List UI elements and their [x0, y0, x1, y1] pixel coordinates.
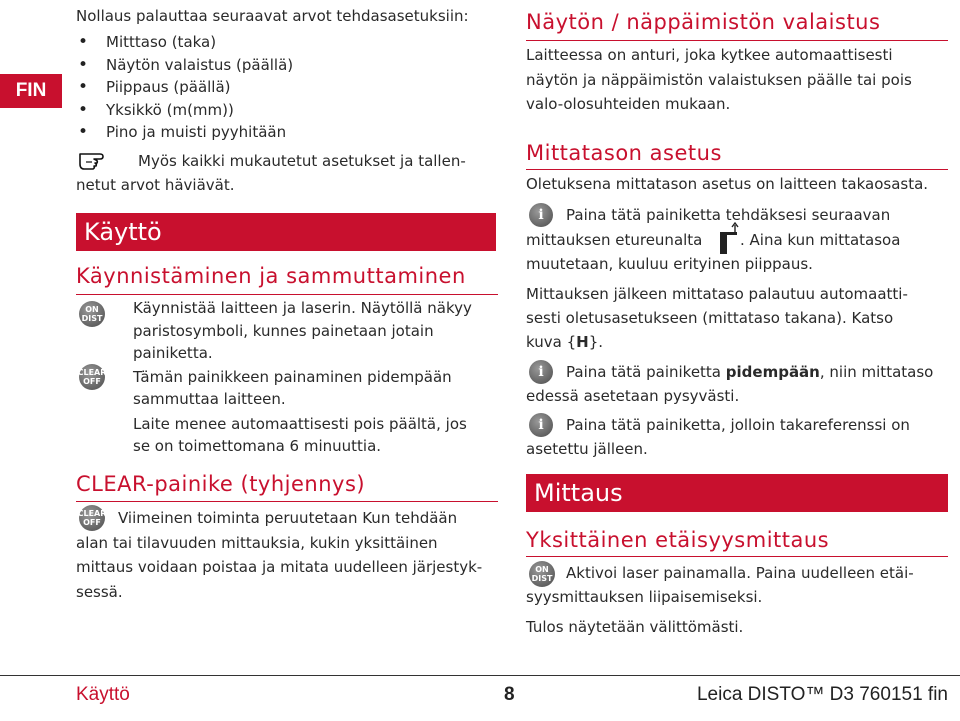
list-item: • Pino ja muisti pyyhitään — [76, 123, 496, 146]
onoff-p1-line3: painiketta. — [133, 344, 213, 362]
heading-rule — [526, 40, 948, 41]
single-line2: syysmittauksen liipaisemiseksi. — [526, 588, 763, 606]
level-i2-line1: Paina tätä painiketta pidempään, niin mittataso — [566, 363, 934, 381]
level-i1-line3: muutetaan, kuuluu erityinen piippaus. — [526, 255, 813, 273]
list-item: • Näytön valaistus (päällä) — [76, 56, 496, 79]
info-key-icon: i — [529, 360, 553, 384]
single-line1: Aktivoi laser painamalla. Paina uudelleen etäi- — [566, 564, 914, 582]
onoff-heading: Käynnistäminen ja sammuttaminen — [76, 264, 466, 288]
section-title-bar: Käyttö — [76, 213, 496, 251]
heading-rule — [76, 501, 498, 502]
onoff-p3-line1: Laite menee automaattisesti pois päältä, jos — [133, 415, 467, 433]
footer-section: Käyttö — [76, 684, 130, 705]
footer-divider — [0, 675, 960, 676]
level-p-line3: kuva {H}. — [526, 333, 603, 351]
pointing-hand-icon — [78, 148, 114, 170]
heading-rule — [526, 556, 948, 557]
onoff-p2-line2: sammuttaa laitteen. — [133, 390, 286, 408]
single-line3: Tulos näytetään välittömästi. — [526, 618, 744, 636]
level-p-line2: sesti oletusasetukseen (mittataso takana). Katso — [526, 309, 894, 327]
display-line1: Laitteessa on anturi, joka kytkee automaattisesti — [526, 46, 893, 64]
reset-list — [76, 33, 496, 146]
footer-product: Leica DISTO™ D3 760151 fin — [696, 684, 948, 705]
note-text-line1: Myös kaikki mukautetut asetukset ja tallen- — [138, 152, 466, 170]
level-line1: Oletuksena mittatason asetus on laitteen takaosasta. — [526, 175, 929, 193]
list-item: • Yksikkö (m(mm)) — [76, 101, 496, 124]
level-p-line1: Mittauksen jälkeen mittataso palautuu automaatti- — [526, 285, 908, 303]
level-i1-line2b: . Aina kun mittatasoa — [740, 231, 901, 249]
level-i1-line2a: mittauksen etureunalta — [526, 231, 703, 249]
info-key-icon: i — [529, 203, 553, 227]
level-i3-line1: Paina tätä painiketta, jolloin takareferenssi on — [566, 416, 910, 434]
display-line2: näytön ja näppäimistön valaistuksen päälle tai pois — [526, 71, 912, 89]
on-dist-key-icon: ON DIST — [529, 561, 555, 587]
list-item: • Mitttaso (taka) — [76, 33, 496, 56]
page-number: 8 — [504, 684, 515, 705]
on-dist-key-icon: ON DIST — [79, 301, 105, 327]
list-item: • Piippaus (päällä) — [76, 78, 496, 101]
clear-off-key-icon: CLEAR OFF — [79, 364, 105, 390]
level-i1-line1: Paina tätä painiketta tehdäksesi seuraavan — [566, 206, 891, 224]
clear-line1: Viimeinen toiminta peruutetaan Kun tehdään — [118, 509, 458, 527]
single-heading: Yksittäinen etäisyysmittaus — [526, 528, 830, 552]
measuring-title-bar: Mittaus — [526, 474, 948, 512]
clear-heading: CLEAR-painike (tyhjennys) — [76, 472, 366, 496]
display-line3: valo-olosuhteiden mukaan. — [526, 95, 731, 113]
reset-intro: Nollaus palauttaa seuraavat arvot tehdasasetuksiin: — [76, 7, 469, 25]
level-i3-line2: asetettu jälleen. — [526, 440, 648, 458]
level-i2-line2: edessä asetetaan pysyvästi. — [526, 387, 740, 405]
note-text-line2: netut arvot häviävät. — [76, 176, 235, 194]
level-heading: Mittatason asetus — [526, 141, 722, 165]
onoff-p1-line2: paristosymboli, kunnes painetaan jotain — [133, 322, 434, 340]
front-reference-icon — [716, 222, 742, 256]
language-tab: FIN — [0, 74, 62, 108]
clear-line3: mittaus voidaan poistaa ja mitata uudelleen järjestyk- — [76, 558, 483, 576]
clear-off-key-icon: CLEAR OFF — [79, 505, 105, 531]
heading-rule — [526, 169, 948, 170]
clear-line2: alan tai tilavuuden mittauksia, kukin yksittäinen — [76, 534, 438, 552]
clear-line4: sessä. — [76, 583, 123, 601]
info-key-icon: i — [529, 413, 553, 437]
heading-rule — [76, 294, 498, 295]
display-heading: Näytön / näppäimistön valaistus — [526, 10, 881, 34]
onoff-p2-line1: Tämän painikkeen painaminen pidempään — [133, 368, 452, 386]
onoff-p3-line2: se on toimettomana 6 minuuttia. — [133, 437, 382, 455]
onoff-p1-line1: Käynnistää laitteen ja laserin. Näytöllä näkyy — [133, 299, 472, 317]
